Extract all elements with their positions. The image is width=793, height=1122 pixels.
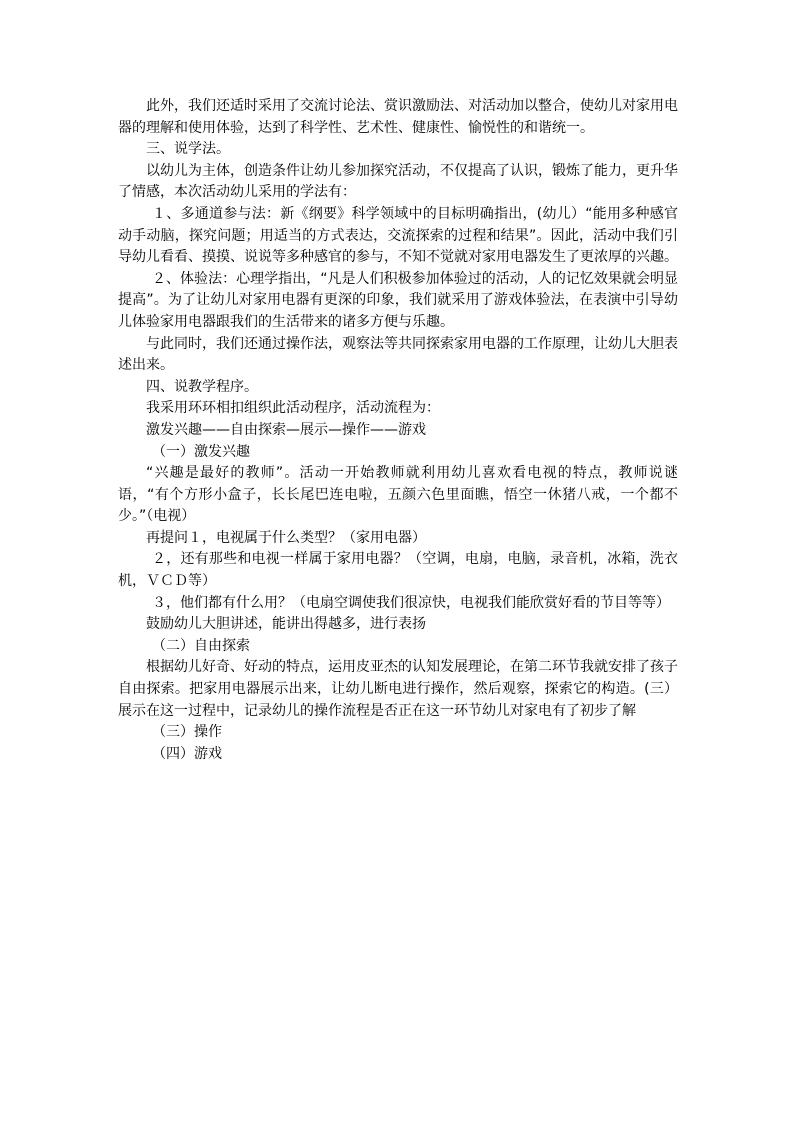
paragraph-question-3: ３，他们都有什么用？（电扇空调使我们很凉快，电视我们能欣赏好看的节目等等） bbox=[152, 594, 670, 611]
subheading-free-exploration: （二）自由探索 bbox=[152, 637, 250, 654]
paragraph-methods-summary: 此外，我们还适时采用了交流讨论法、赏识激励法、对活动加以整合，使幼儿对家用电器的理解和使用体验，达到了科学性、艺术性、健康性、愉悦性的和谐统一。 bbox=[118, 98, 678, 136]
paragraph-riddle: “兴趣是最好的教师”。活动一开始教师就利用幼儿喜欢看电视的特点，教师说谜语，“有个方形小盒子，长长尾巴连电啦，五颜六色里面瞧，悟空一休猪八戒，一个都不少。”（电视） bbox=[118, 465, 678, 525]
paragraph-encourage: 鼓励幼儿大胆讲述，能讲出得越多，进行表扬 bbox=[146, 616, 426, 633]
paragraph-procedure-intro: 我采用环环相扣组织此活动程序，活动流程为： bbox=[146, 400, 440, 417]
paragraph-activity-flow: 激发兴趣——自由探索—展示—操作——游戏 bbox=[146, 421, 426, 438]
subheading-game: （四）游戏 bbox=[152, 745, 222, 762]
section-heading-teaching-procedure: 四、说教学程序。 bbox=[146, 378, 258, 395]
subheading-operation: （三）操作 bbox=[152, 724, 222, 741]
paragraph-question-2: ２，还有那些和电视一样属于家用电器？（空调，电扇，电脑，录音机，冰箱，洗衣机，ＶＣＤ等） bbox=[118, 551, 678, 590]
paragraph-experience-method: ２、体验法：心理学指出，“凡是人们积极参加体验过的活动，人的记忆效果就会明显提高”。为了让幼儿对家用电器有更深的印象，我们就采用了游戏体验法，在表演中引导幼儿体验家用电器跟我们的生活带来的诸多方便与乐趣。 bbox=[118, 270, 678, 330]
paragraph-exploration: 根据幼儿好奇、好动的特点，运用皮亚杰的认知发展理论，在第二环节我就安排了孩子自由探索。把家用电器展示出来，让幼儿断电进行操作，然后观察，探索它的构造。(三）展示在这一过程中，记录幼儿的操作流程是否正在这一环节幼儿对家电有了初步了解 bbox=[118, 659, 678, 719]
paragraph-question-1: 再提问１，电视属于什么类型？（家用电器） bbox=[146, 529, 426, 546]
subheading-stimulate-interest: （一）激发兴趣 bbox=[152, 443, 250, 460]
section-heading-learning-methods: 三、说学法。 bbox=[146, 141, 230, 158]
paragraph-learning-intro: 以幼儿为主体，创造条件让幼儿参加探究活动，不仅提高了认识，锻炼了能力，更升华了情感，本次活动幼儿采用的学法有： bbox=[118, 162, 678, 201]
paragraph-multichannel-method: １、多通道参与法：新《纲要》科学领域中的目标明确指出，(幼儿）“能用多种感官动手动脑，探究问题；用适当的方式表达，交流探索的过程和结果”。因此，活动中我们引导幼儿看看、摸摸、说说等多种感官的参与，不知不觉就对家用电器发生了更浓厚的兴趣。 bbox=[118, 205, 678, 266]
paragraph-operation-method: 与此同时，我们还通过操作法，观察法等共同探索家用电器的工作原理，让幼儿大胆表述出来。 bbox=[118, 335, 678, 374]
document-body bbox=[118, 96, 678, 765]
